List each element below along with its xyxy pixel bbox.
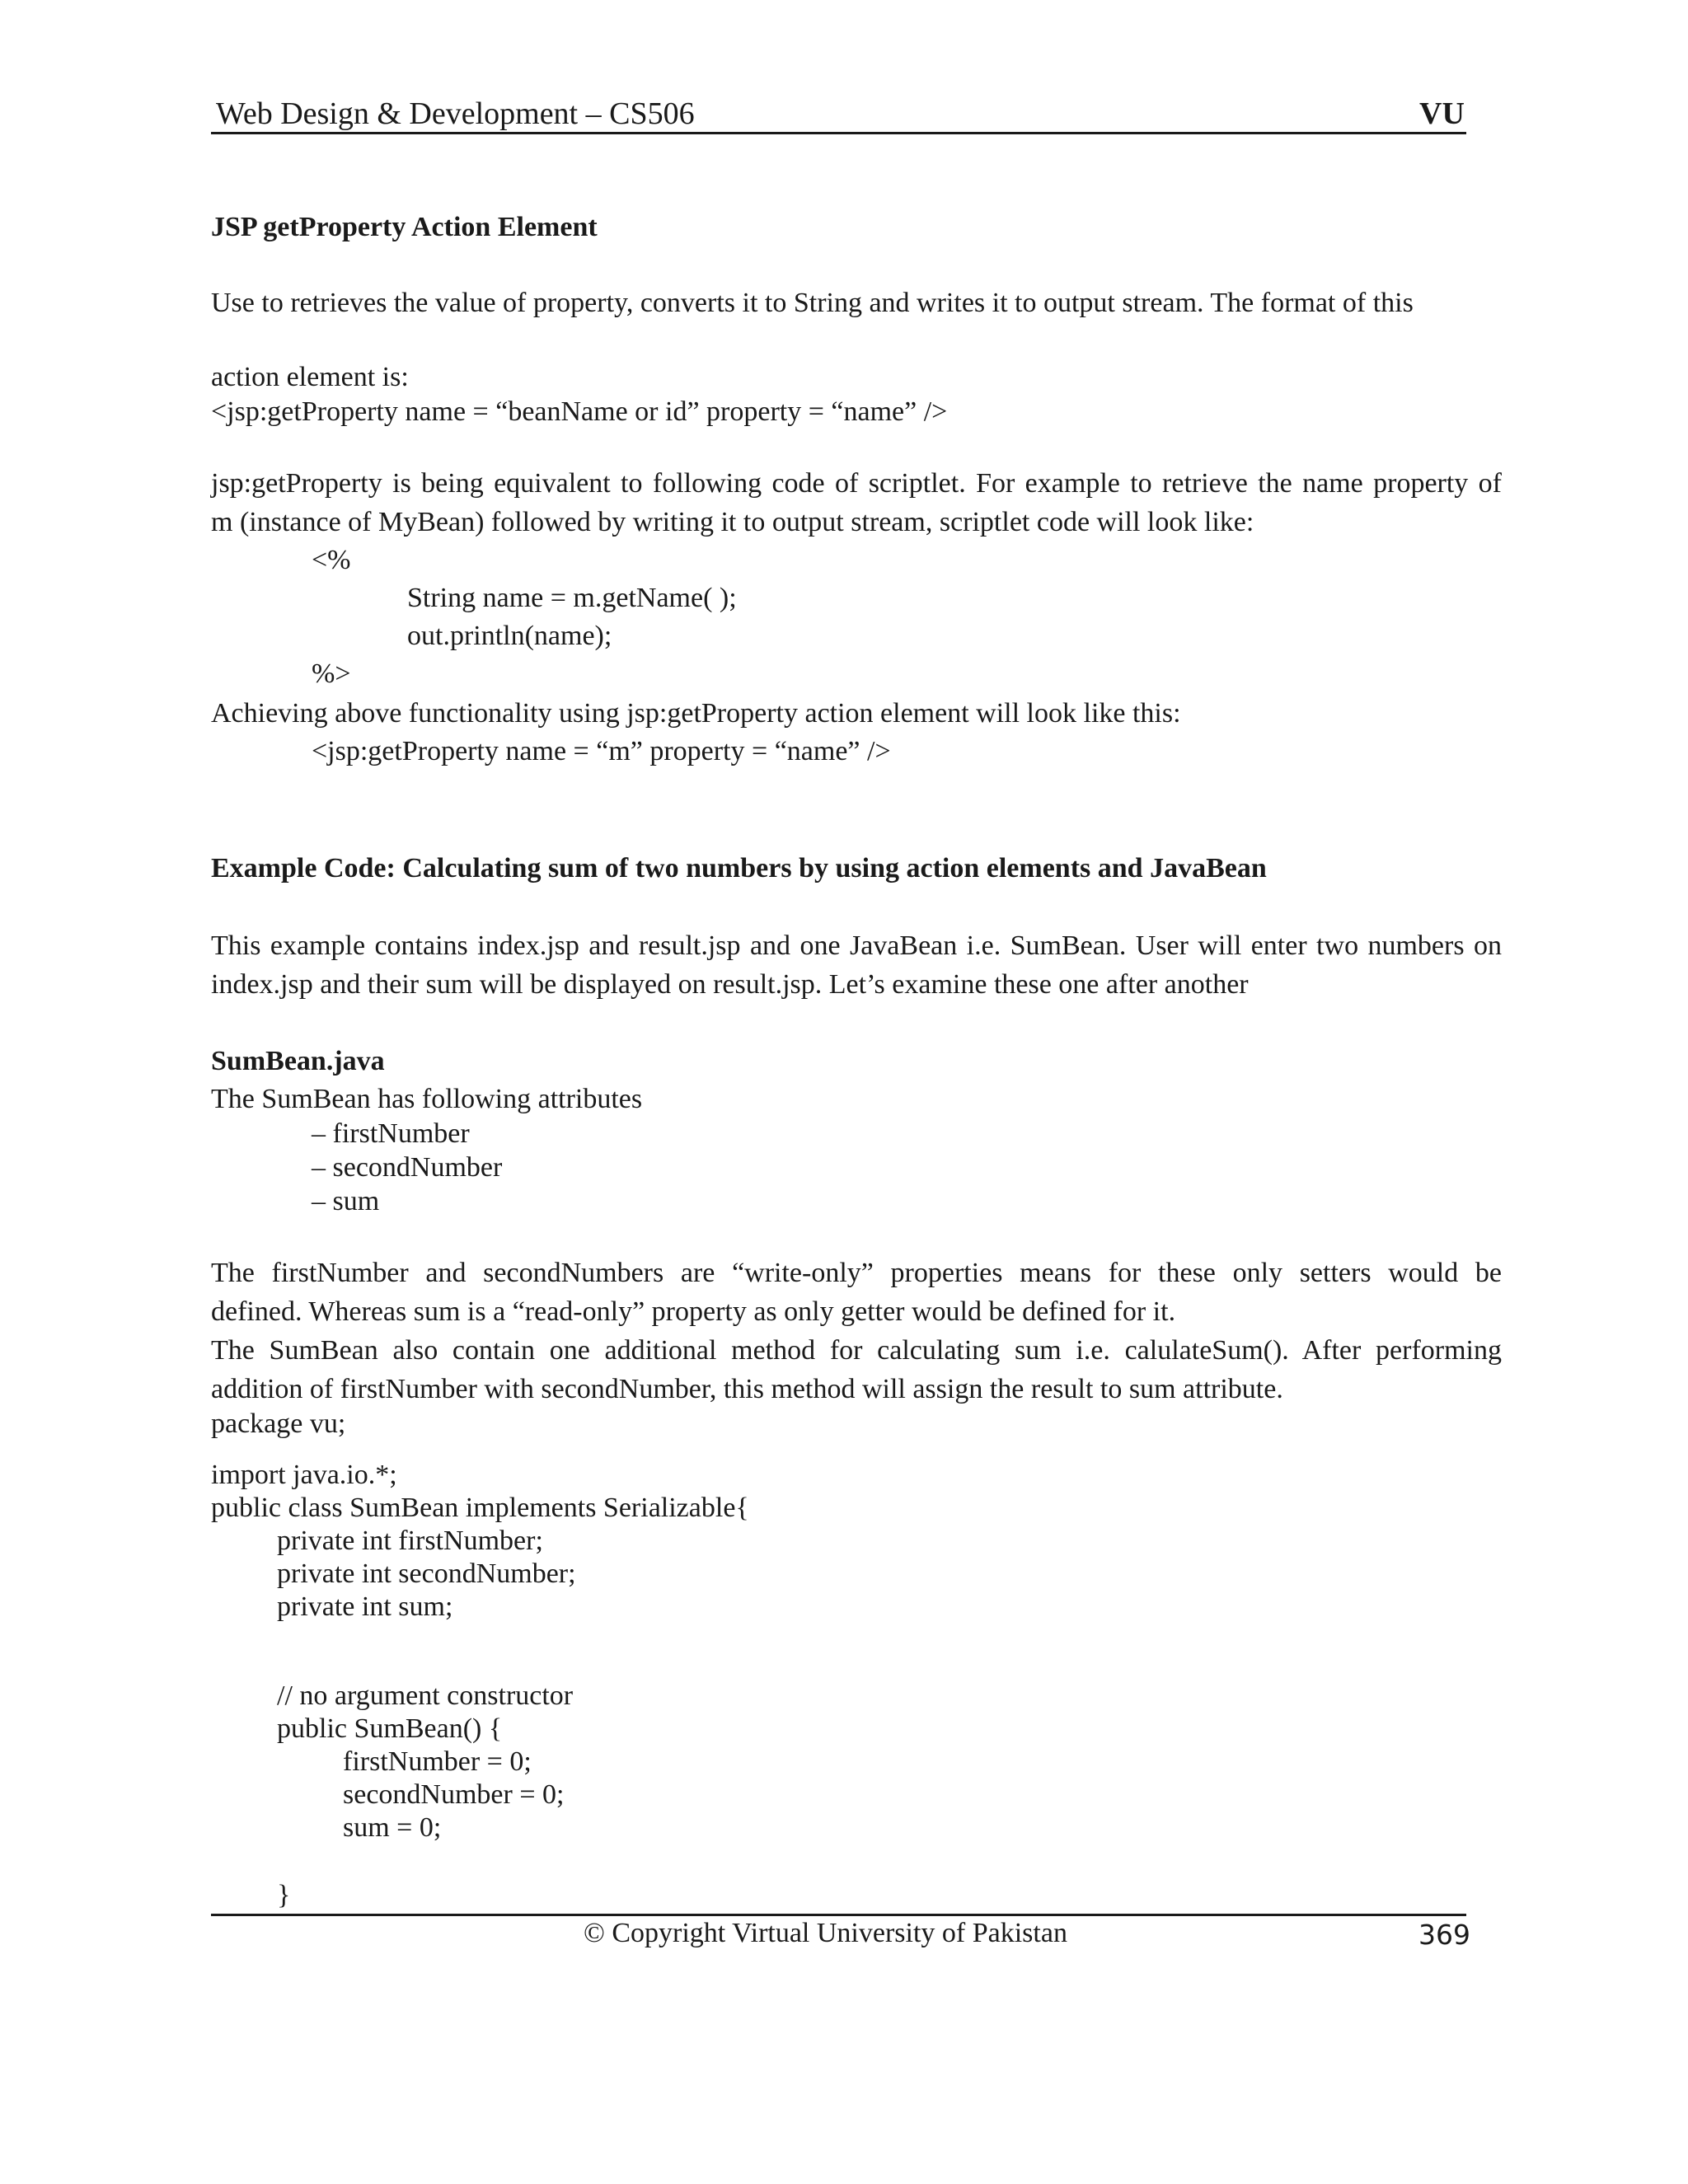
attribute-item: – firstNumber <box>312 1118 470 1149</box>
scriptlet-code-line: String name = m.getName( ); <box>407 583 737 613</box>
scriptlet-para-line1: jsp:getProperty is being equivalent to following code of scriptlet. For example to retrieve the name property of <box>211 468 1502 499</box>
achieving-code: <jsp:getProperty name = “m” property = “name” /> <box>312 736 891 766</box>
scriptlet-code-line: out.println(name); <box>407 621 612 651</box>
code-comment: // no argument constructor <box>277 1680 574 1711</box>
code-line: secondNumber = 0; <box>343 1779 565 1810</box>
header-rule <box>211 132 1466 134</box>
header-title: Web Design & Development – CS506 <box>216 96 695 131</box>
method-para-line2: addition of firstNumber with secondNumber, this method will assign the result to sum attribute. <box>211 1374 1283 1404</box>
code-line: public class SumBean implements Serializable{ <box>211 1493 749 1523</box>
footer-copyright: © Copyright Virtual University of Pakistan <box>584 1918 1067 1948</box>
scriptlet-para-line2: m (instance of MyBean) followed by writing it to output stream, scriptlet code will look like: <box>211 507 1254 537</box>
section-heading-getproperty: JSP getProperty Action Element <box>211 212 598 242</box>
code-line: import java.io.*; <box>211 1460 397 1490</box>
method-para-line1: The SumBean also contain one additional method for calculating sum i.e. calulateSum(). After performing <box>211 1335 1502 1366</box>
properties-para-line1: The firstNumber and secondNumbers are “write-only” properties means for these only setters would be <box>211 1258 1502 1288</box>
page-number: 369 <box>1418 1919 1470 1951</box>
code-line: sum = 0; <box>343 1812 442 1843</box>
achieving-text: Achieving above functionality using jsp:getProperty action element will look like this: <box>211 698 1181 729</box>
code-line: private int secondNumber; <box>277 1558 576 1589</box>
code-line: } <box>277 1880 291 1910</box>
scriptlet-open-tag: <% <box>312 545 351 575</box>
attributes-intro: The SumBean has following attributes <box>211 1084 643 1114</box>
getproperty-intro-line1: Use to retrieves the value of property, converts it to String and writes it to output stream. The format of this <box>211 288 1414 318</box>
attribute-item: – sum <box>312 1186 380 1216</box>
properties-para-line2: defined. Whereas sum is a “read-only” property as only getter would be defined for it. <box>211 1296 1176 1327</box>
section-heading-example: Example Code: Calculating sum of two numbers by using action elements and JavaBean <box>211 853 1267 883</box>
getproperty-intro-line2: action element is: <box>211 362 409 392</box>
getproperty-syntax: <jsp:getProperty name = “beanName or id” property = “name” /> <box>211 396 948 427</box>
example-intro-line2: index.jsp and their sum will be displayed on result.jsp. Let’s examine these one after another <box>211 969 1249 1000</box>
code-line: private int sum; <box>277 1591 453 1622</box>
code-line: public SumBean() { <box>277 1713 503 1744</box>
attribute-item: – secondNumber <box>312 1152 503 1183</box>
scriptlet-close-tag: %> <box>312 658 351 689</box>
header-vu: VU <box>1419 96 1465 131</box>
code-line: package vu; <box>211 1408 346 1439</box>
example-intro-line1: This example contains index.jsp and result.jsp and one JavaBean i.e. SumBean. User will enter two numbers on <box>211 930 1502 961</box>
code-line: firstNumber = 0; <box>343 1746 532 1777</box>
code-line: private int firstNumber; <box>277 1526 543 1556</box>
sumbean-heading: SumBean.java <box>211 1046 385 1076</box>
